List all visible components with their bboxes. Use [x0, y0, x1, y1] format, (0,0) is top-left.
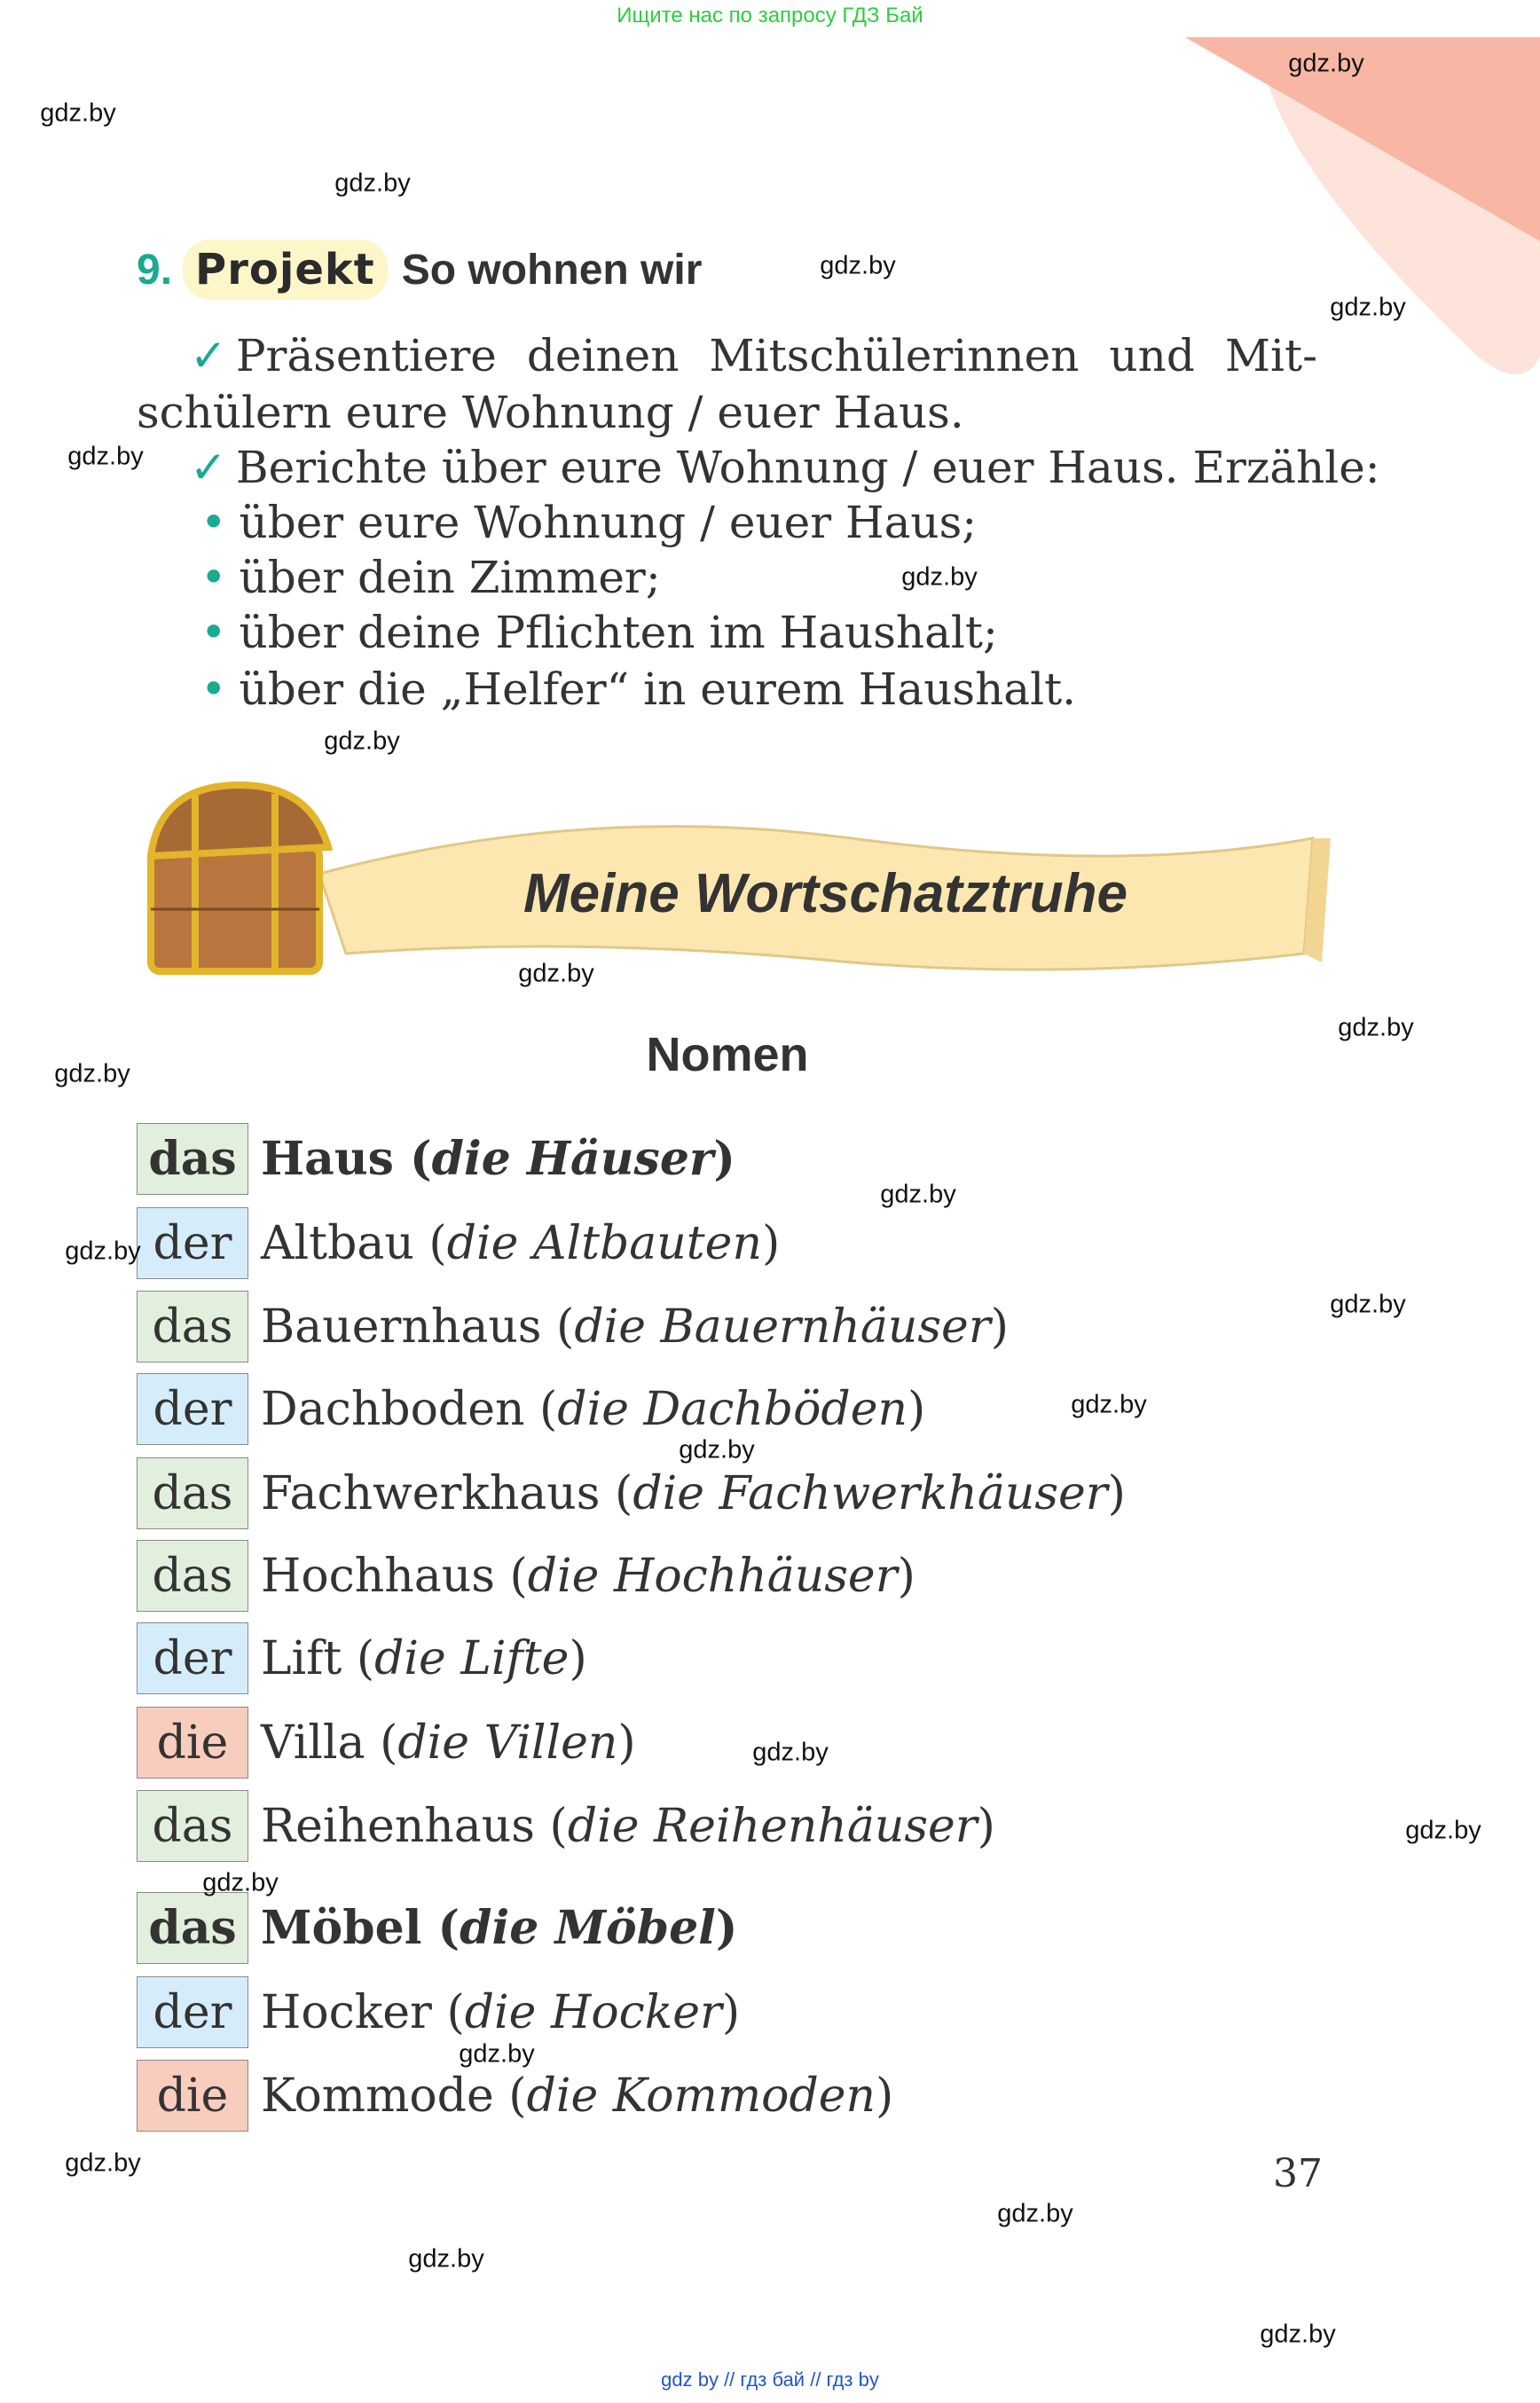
instruction-2: ✓ Berichte über eure Wohnung / euer Haus. Erzähle: [190, 442, 1380, 493]
noun-text: Altbau (die Altbauten) [261, 1216, 781, 1270]
noun-singular: Hocker [261, 1985, 432, 2039]
noun-singular: Hochhaus [261, 1549, 495, 1603]
noun-plural: die Villen [397, 1716, 618, 1770]
bullet-item: • über dein Zimmer; [200, 552, 661, 603]
page-number: 37 [1273, 2151, 1323, 2196]
projekt-tag: Projekt [183, 240, 388, 300]
watermark: gdz.by [67, 442, 144, 471]
noun-row [137, 1789, 995, 1863]
noun-singular: Altbau [261, 1216, 414, 1270]
noun-text: Lift (die Lifte) [261, 1631, 587, 1685]
article-box: das [137, 1540, 248, 1612]
watermark: gdz.by [334, 169, 411, 198]
corner-decoration [1185, 37, 1540, 374]
noun-row [137, 1891, 738, 1965]
noun-singular: Bauernhaus [261, 1300, 542, 1354]
article-box: das [137, 1457, 248, 1529]
article-box: die [137, 1707, 248, 1779]
watermark: gdz.by [752, 1738, 829, 1767]
check-icon: ✓ [190, 330, 227, 381]
watermark: gdz.by [1338, 1013, 1414, 1042]
watermark: gdz.by [880, 1180, 956, 1209]
article-box: der [137, 1207, 248, 1279]
noun-row [137, 1622, 587, 1695]
watermark: gdz.by [1071, 1390, 1147, 1419]
noun-text: Fachwerkhaus (die Fachwerkhäuser) [261, 1466, 1126, 1520]
noun-row [137, 1457, 1126, 1530]
noun-text: Haus (die Häuser) [261, 1132, 735, 1186]
top-note: Ищите нас по запросу ГДЗ Бай [617, 4, 923, 27]
check-icon: ✓ [190, 442, 227, 493]
noun-singular: Möbel [261, 1901, 422, 1955]
bullet-item: • über die „Helfer“ in eurem Haushalt. [200, 664, 1077, 715]
exercise-title: So wohnen wir [401, 246, 703, 294]
noun-row [137, 1706, 636, 1779]
noun-row [137, 2059, 893, 2132]
noun-row [137, 1206, 780, 1280]
watermark: gdz.by [459, 2039, 535, 2069]
noun-text: Bauernhaus (die Bauernhäuser) [261, 1300, 1009, 1354]
watermark: gdz.by [1260, 2320, 1336, 2349]
noun-text: Kommode (die Kommoden) [261, 2069, 894, 2123]
noun-row [137, 1372, 925, 1446]
article-box: das [137, 1291, 248, 1362]
watermark: gdz.by [324, 726, 400, 756]
noun-row [137, 1539, 915, 1613]
noun-plural: die Kommoden [526, 2069, 876, 2123]
article-box: der [137, 1373, 248, 1445]
noun-singular: Villa [261, 1716, 365, 1770]
footer-links[interactable]: gdz by // гдз бай // гдз by [661, 2368, 879, 2391]
noun-singular: Lift [261, 1631, 342, 1685]
watermark: gdz.by [54, 1059, 130, 1088]
article-box: das [137, 1892, 248, 1964]
noun-plural: die Möbel [460, 1901, 716, 1955]
watermark: gdz.by [40, 98, 116, 128]
noun-text: Möbel (die Möbel) [261, 1901, 738, 1955]
watermark: gdz.by [901, 562, 978, 592]
treasure-chest-icon [151, 785, 328, 971]
noun-plural: die Lifte [374, 1631, 570, 1685]
noun-singular: Reihenhaus [261, 1799, 535, 1853]
noun-plural: die Reihenhäuser [567, 1799, 978, 1853]
noun-singular: Dachboden [261, 1382, 525, 1436]
article-box: das [137, 1123, 248, 1195]
watermark: gdz.by [679, 1435, 755, 1465]
noun-text: Hochhaus (die Hochhäuser) [261, 1549, 915, 1603]
noun-row [137, 1290, 1009, 1363]
noun-plural: die Altbauten [446, 1216, 762, 1270]
noun-text: Reihenhaus (die Reihenhäuser) [261, 1799, 995, 1853]
watermark: gdz.by [518, 959, 594, 988]
watermark: gdz.by [65, 2148, 141, 2178]
watermark: gdz.by [1405, 1816, 1481, 1845]
noun-text: Hocker (die Hocker) [261, 1985, 741, 2039]
bullet-item: • über deine Pflichten im Haushalt; [200, 607, 998, 658]
instruction-1: ✓ Präsentiere deinen Mitschülerinnen und Mit- [190, 330, 1317, 381]
noun-plural: die Dachböden [557, 1382, 908, 1436]
exercise-number: 9. [137, 246, 173, 294]
noun-singular: Haus [261, 1132, 394, 1186]
section-title: Nomen [646, 1028, 809, 1081]
noun-plural: die Häuser [431, 1132, 714, 1186]
article-box: der [137, 1976, 248, 2048]
noun-singular: Kommode [261, 2069, 494, 2123]
article-box: der [137, 1622, 248, 1694]
watermark: gdz.by [997, 2199, 1073, 2228]
watermark: gdz.by [408, 2244, 484, 2273]
noun-plural: die Fachwerkhäuser [632, 1466, 1108, 1520]
noun-plural: die Hochhäuser [527, 1549, 898, 1603]
watermark: gdz.by [1288, 49, 1364, 78]
noun-plural: die Bauernhäuser [574, 1300, 991, 1354]
noun-plural: die Hocker [464, 1985, 722, 2039]
watermark: gdz.by [1330, 293, 1406, 322]
banner-title: Meine Wortschatztruhe [523, 863, 1128, 924]
noun-singular: Fachwerkhaus [261, 1466, 601, 1520]
noun-text: Villa (die Villen) [261, 1716, 636, 1770]
watermark: gdz.by [820, 251, 896, 280]
exercise-heading [137, 240, 702, 300]
watermark: gdz.by [65, 1237, 141, 1266]
watermark: gdz.by [1330, 1290, 1406, 1319]
instruction-1-cont: schülern eure Wohnung / euer Haus. [137, 387, 964, 438]
bullet-item: • über eure Wohnung / euer Haus; [200, 497, 978, 548]
noun-row [137, 1975, 740, 2049]
article-box: das [137, 1790, 248, 1862]
noun-text: Dachboden (die Dachböden) [261, 1382, 926, 1436]
noun-row [137, 1122, 735, 1196]
article-box: die [137, 2060, 248, 2132]
watermark: gdz.by [202, 1868, 279, 1897]
